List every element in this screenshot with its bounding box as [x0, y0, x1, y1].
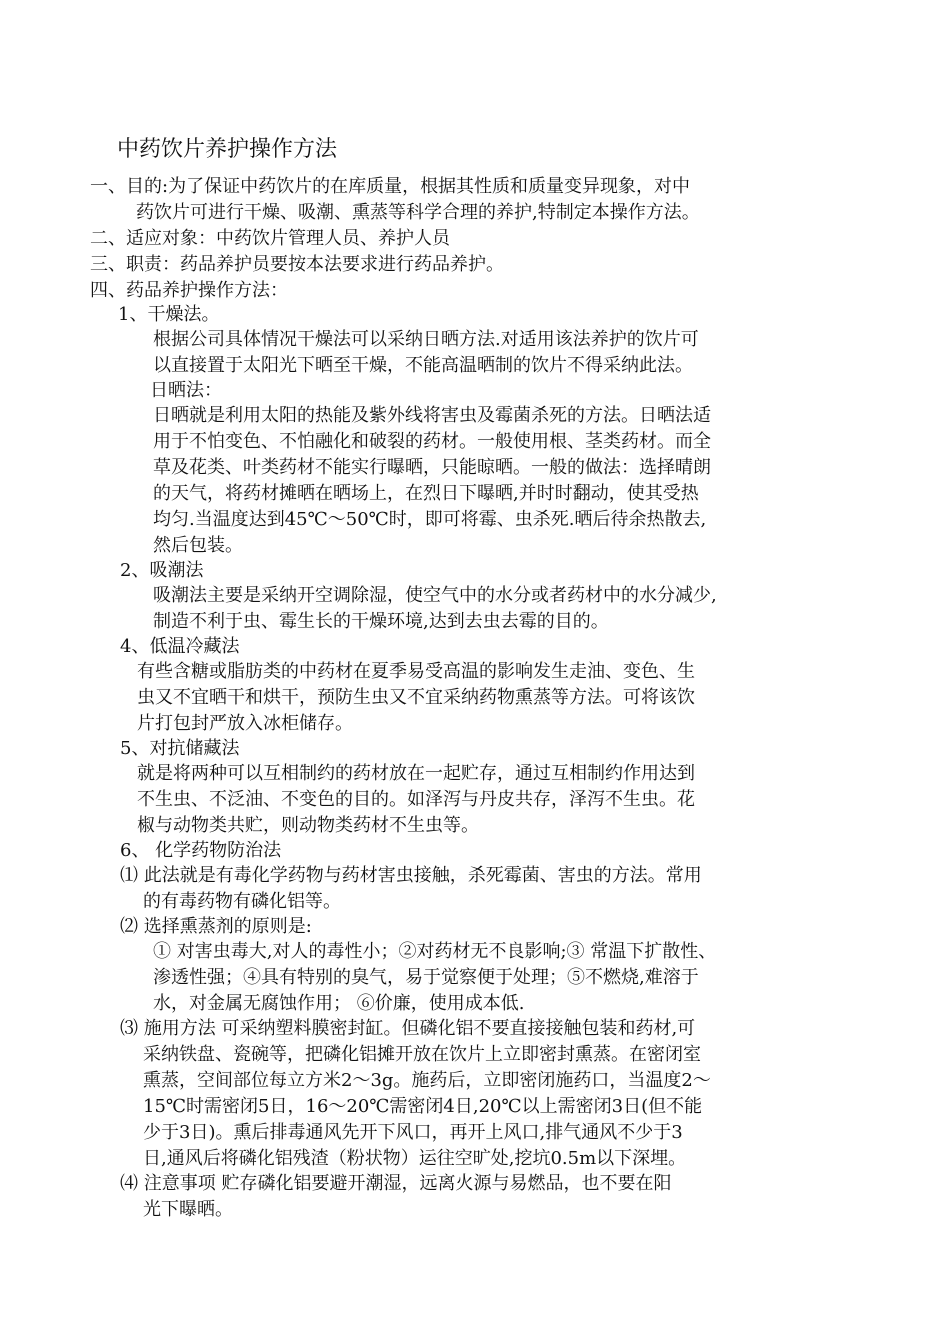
paragraph-line: 虫又不宜晒干和烘干，预防生虫又不宜采纳药物熏蒸等方法。可将该饮 — [137, 687, 695, 708]
paragraph-line: 水，对金属无腐蚀作用； ⑥价廉，使用成本低. — [153, 993, 525, 1014]
section-purpose-line-1: 一、目的:为了保证中药饮片的在库质量，根据其性质和质量变异现象，对中 — [90, 176, 691, 197]
paragraph-line: 草及花类、叶类药材不能实行曝晒，只能晾晒。一般的做法：选择晴朗 — [153, 457, 711, 478]
paragraph-line: ① 对害虫毒大,对人的毒性小；②对药材无不良影响;③ 常温下扩散性、 — [153, 941, 717, 962]
paragraph-line: 以直接置于太阳光下晒至干燥，不能高温晒制的饮片不得采纳此法。 — [153, 355, 693, 376]
paragraph-line: 用于不怕变色、不怕融化和破裂的药材。一般使用根、茎类药材。而全 — [153, 431, 711, 452]
paragraph-line: 渗透性强；④具有特别的臭气，易于觉察便于处理；⑤不燃烧,难溶于 — [153, 967, 699, 988]
sun-drying-subheading: 日晒法： — [150, 380, 222, 401]
method-cold-storage-heading: 4、低温冷藏法 — [120, 636, 240, 657]
section-duty: 三、职责：药品养护员要按本法要求进行药品养护。 — [90, 254, 504, 275]
document-title: 中药饮片养护操作方法 — [117, 137, 338, 162]
method-moisture-heading: 2、吸潮法 — [120, 560, 204, 581]
paragraph-line: 均匀.当温度达到45℃～50℃时，即可将霉、虫杀死.晒后待余热散去, — [153, 509, 707, 530]
section-methods-heading: 四、药品养护操作方法： — [90, 280, 288, 301]
chemical-item-1-line-2: 的有毒药物有磷化铝等。 — [143, 891, 341, 912]
chemical-item-3-line-1: ⑶ 施用方法 可采纳塑料膜密封缸。但磷化铝不要直接接触包装和药材,可 — [120, 1018, 696, 1039]
chemical-item-4-line-1: ⑷ 注意事项 贮存磷化铝要避开潮湿，远离火源与易燃品，也不要在阳 — [120, 1173, 672, 1194]
section-scope: 二、适应对象：中药饮片管理人员、养护人员 — [90, 228, 450, 249]
paragraph-line: 就是将两种可以互相制约的药材放在一起贮存，通过互相制约作用达到 — [137, 763, 695, 784]
paragraph-line: 根据公司具体情况干燥法可以采纳日晒方法.对适用该法养护的饮片可 — [153, 329, 699, 350]
paragraph-line: 吸潮法主要是采纳开空调除湿，使空气中的水分或者药材中的水分减少, — [153, 585, 717, 606]
paragraph-line: 日,通风后将磷化铝残渣（粉状物）运往空旷处,挖坑0.5m以下深埋。 — [143, 1148, 687, 1169]
paragraph-line: 有些含糖或脂肪类的中药材在夏季易受高温的影响发生走油、变色、生 — [137, 661, 695, 682]
paragraph-line: 不生虫、不泛油、不变色的目的。如泽泻与丹皮共存，泽泻不生虫。花 — [137, 789, 695, 810]
paragraph-line: 椒与动物类共贮，则动物类药材不生虫等。 — [137, 815, 479, 836]
paragraph-line: 然后包装。 — [153, 535, 243, 556]
section-purpose-line-2: 药饮片可进行干燥、吸潮、熏蒸等科学合理的养护,特制定本操作方法。 — [136, 202, 700, 223]
chemical-item-4-line-2: 光下曝晒。 — [143, 1199, 233, 1220]
method-counter-storage-heading: 5、对抗储藏法 — [120, 738, 240, 759]
paragraph-line: 日晒就是利用太阳的热能及紫外线将害虫及霉菌杀死的方法。日晒法适 — [153, 405, 711, 426]
paragraph-line: 少于3日)。熏后排毒通风先开下风口，再开上风口,排气通风不少于3 — [143, 1122, 683, 1143]
chemical-item-1-line-1: ⑴ 此法就是有毒化学药物与药材害虫接触，杀死霉菌、害虫的方法。常用 — [120, 865, 702, 886]
paragraph-line: 制造不利于虫、霉生长的干燥环境,达到去虫去霉的目的。 — [153, 611, 609, 632]
paragraph-line: 片打包封严放入冰柜储存。 — [137, 713, 353, 734]
paragraph-line: 15℃时需密闭5日，16～20℃需密闭4日,20℃以上需密闭3日(但不能 — [143, 1096, 703, 1117]
paragraph-line: 的天气，将药材摊晒在晒场上，在烈日下曝晒,并时时翻动，使其受热 — [153, 483, 699, 504]
method-chemical-heading: 6、 化学药物防治法 — [120, 840, 282, 861]
paragraph-line: 采纳铁盘、瓷碗等，把磷化铝摊开放在饮片上立即密封熏蒸。在密闭室 — [143, 1044, 701, 1065]
paragraph-line: 熏蒸，空间部位每立方米2～3g。施药后，立即密闭施药口，当温度2～ — [143, 1070, 711, 1091]
chemical-item-2: ⑵ 选择熏蒸剂的原则是: — [120, 916, 312, 937]
method-drying-heading: 1、干燥法。 — [118, 304, 220, 325]
